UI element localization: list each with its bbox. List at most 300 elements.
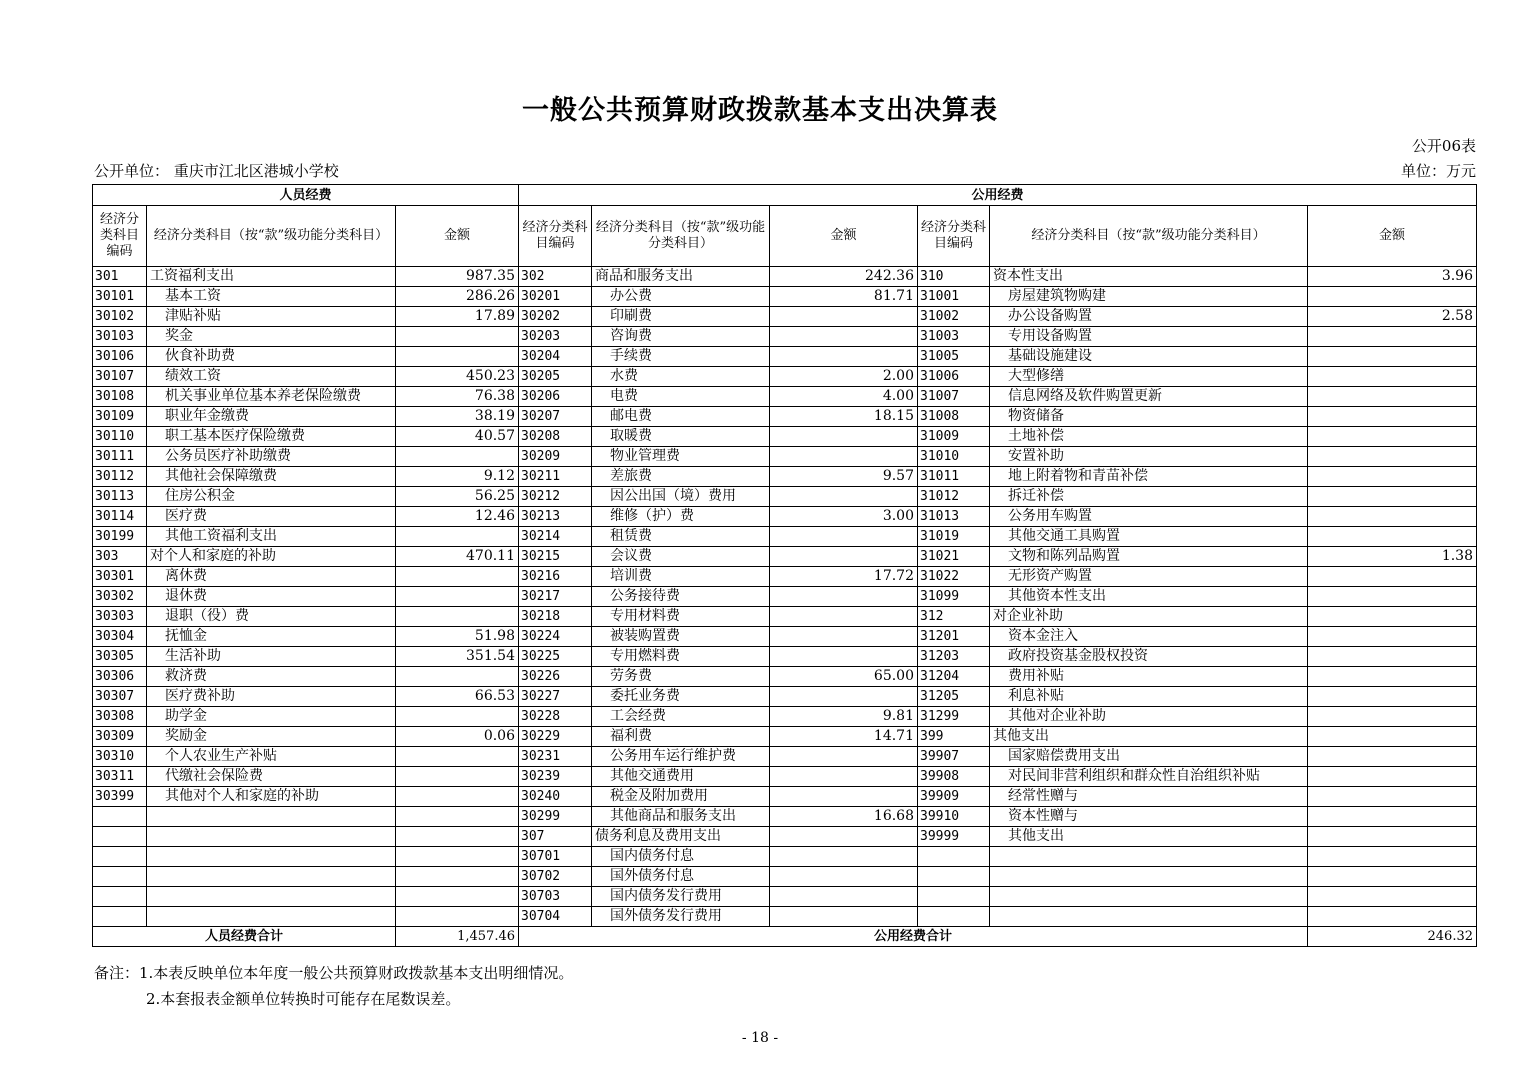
amount-cell bbox=[1308, 487, 1477, 507]
code-cell: 30199 bbox=[93, 527, 147, 547]
amount-cell: 16.68 bbox=[770, 807, 918, 827]
group-header-public: 公用经费 bbox=[519, 185, 1477, 206]
code-cell: 31203 bbox=[918, 647, 990, 667]
code-cell bbox=[93, 827, 147, 847]
code-cell: 31007 bbox=[918, 387, 990, 407]
code-cell: 307 bbox=[519, 827, 592, 847]
code-cell: 30299 bbox=[519, 807, 592, 827]
table-row bbox=[93, 267, 1477, 287]
item-name-cell: 差旅费 bbox=[592, 467, 770, 487]
table-body bbox=[93, 267, 1477, 927]
amount-cell bbox=[396, 567, 519, 587]
amount-cell bbox=[770, 647, 918, 667]
item-name-cell: 其他资本性支出 bbox=[990, 587, 1308, 607]
amount-cell: 14.71 bbox=[770, 727, 918, 747]
item-name-cell: 其他支出 bbox=[990, 827, 1308, 847]
item-name-cell: 其他社会保障缴费 bbox=[147, 467, 396, 487]
amount-cell: 2.00 bbox=[770, 367, 918, 387]
code-cell: 30224 bbox=[519, 627, 592, 647]
code-cell: 30212 bbox=[519, 487, 592, 507]
code-cell: 31012 bbox=[918, 487, 990, 507]
amount-cell bbox=[1308, 387, 1477, 407]
header-code: 经济分类科目编码 bbox=[918, 206, 990, 267]
item-name-cell: 工资福利支出 bbox=[147, 267, 396, 287]
amount-cell bbox=[396, 887, 519, 907]
item-name-cell: 离休费 bbox=[147, 567, 396, 587]
table-row bbox=[93, 747, 1477, 767]
item-name-cell: 其他支出 bbox=[990, 727, 1308, 747]
code-cell: 31010 bbox=[918, 447, 990, 467]
table-row bbox=[93, 807, 1477, 827]
table-row bbox=[93, 907, 1477, 927]
item-name-cell: 国外债务付息 bbox=[592, 867, 770, 887]
code-cell: 30229 bbox=[519, 727, 592, 747]
item-name-cell: 对个人和家庭的补助 bbox=[147, 547, 396, 567]
table-row bbox=[93, 687, 1477, 707]
code-cell bbox=[918, 887, 990, 907]
item-name-cell: 房屋建筑物购建 bbox=[990, 287, 1308, 307]
amount-cell bbox=[1308, 687, 1477, 707]
amount-cell bbox=[1308, 587, 1477, 607]
code-cell: 30106 bbox=[93, 347, 147, 367]
item-name-cell: 劳务费 bbox=[592, 667, 770, 687]
code-cell: 399 bbox=[918, 727, 990, 747]
item-name-cell: 租赁费 bbox=[592, 527, 770, 547]
amount-cell: 76.38 bbox=[396, 387, 519, 407]
header-amount: 金额 bbox=[1308, 206, 1477, 267]
item-name-cell bbox=[147, 807, 396, 827]
table-row bbox=[93, 287, 1477, 307]
amount-cell bbox=[396, 327, 519, 347]
code-cell bbox=[93, 867, 147, 887]
amount-cell bbox=[770, 887, 918, 907]
amount-cell bbox=[770, 447, 918, 467]
amount-cell bbox=[396, 867, 519, 887]
table-row bbox=[93, 367, 1477, 387]
code-cell: 30107 bbox=[93, 367, 147, 387]
item-name-cell: 公务接待费 bbox=[592, 587, 770, 607]
public-total-label: 公用经费合计 bbox=[519, 927, 1308, 947]
code-cell bbox=[918, 847, 990, 867]
amount-cell: 286.26 bbox=[396, 287, 519, 307]
item-name-cell: 其他交通工具购置 bbox=[990, 527, 1308, 547]
item-name-cell: 津贴补贴 bbox=[147, 307, 396, 327]
table-row bbox=[93, 607, 1477, 627]
item-name-cell: 大型修缮 bbox=[990, 367, 1308, 387]
item-name-cell: 公务用车购置 bbox=[990, 507, 1308, 527]
amount-cell: 66.53 bbox=[396, 687, 519, 707]
amount-cell bbox=[770, 607, 918, 627]
item-name-cell: 取暖费 bbox=[592, 427, 770, 447]
amount-cell bbox=[396, 527, 519, 547]
item-name-cell: 债务利息及费用支出 bbox=[592, 827, 770, 847]
code-cell: 30108 bbox=[93, 387, 147, 407]
amount-cell: 56.25 bbox=[396, 487, 519, 507]
item-name-cell bbox=[147, 867, 396, 887]
code-cell bbox=[93, 807, 147, 827]
header-amount: 金额 bbox=[770, 206, 918, 267]
amount-cell bbox=[770, 627, 918, 647]
amount-cell: 51.98 bbox=[396, 627, 519, 647]
expenditure-table bbox=[92, 184, 1477, 947]
code-cell: 31201 bbox=[918, 627, 990, 647]
amount-cell bbox=[770, 867, 918, 887]
item-name-cell: 工会经费 bbox=[592, 707, 770, 727]
code-cell: 30239 bbox=[519, 767, 592, 787]
item-name-cell: 因公出国（境）费用 bbox=[592, 487, 770, 507]
code-cell: 30702 bbox=[519, 867, 592, 887]
code-cell: 39907 bbox=[918, 747, 990, 767]
item-name-cell bbox=[990, 887, 1308, 907]
code-cell: 30111 bbox=[93, 447, 147, 467]
note-2: 2.本套报表金额单位转换时可能存在尾数误差。 bbox=[146, 990, 461, 1008]
item-name-cell: 印刷费 bbox=[592, 307, 770, 327]
code-cell: 30203 bbox=[519, 327, 592, 347]
amount-cell: 3.00 bbox=[770, 507, 918, 527]
item-name-cell: 专用燃料费 bbox=[592, 647, 770, 667]
item-name-cell: 政府投资基金股权投资 bbox=[990, 647, 1308, 667]
item-name-cell: 奖金 bbox=[147, 327, 396, 347]
amount-cell bbox=[396, 907, 519, 927]
amount-cell bbox=[396, 347, 519, 367]
code-cell: 30103 bbox=[93, 327, 147, 347]
item-name-cell: 安置补助 bbox=[990, 447, 1308, 467]
note-1: 备注：1.本表反映单位本年度一般公共预算财政拨款基本支出明细情况。 bbox=[94, 964, 574, 982]
header-name: 经济分类科目（按“款”级功能分类科目） bbox=[990, 206, 1308, 267]
amount-cell bbox=[770, 687, 918, 707]
item-name-cell: 拆迁补偿 bbox=[990, 487, 1308, 507]
code-cell: 30311 bbox=[93, 767, 147, 787]
code-cell: 39908 bbox=[918, 767, 990, 787]
amount-cell bbox=[1308, 347, 1477, 367]
item-name-cell bbox=[990, 847, 1308, 867]
group-header-personnel: 人员经费 bbox=[93, 185, 519, 206]
amount-cell bbox=[770, 827, 918, 847]
code-cell: 39999 bbox=[918, 827, 990, 847]
item-name-cell: 税金及附加费用 bbox=[592, 787, 770, 807]
item-name-cell: 国内债务付息 bbox=[592, 847, 770, 867]
table-row bbox=[93, 567, 1477, 587]
amount-cell: 12.46 bbox=[396, 507, 519, 527]
code-cell: 30112 bbox=[93, 467, 147, 487]
item-name-cell: 个人农业生产补贴 bbox=[147, 747, 396, 767]
item-name-cell: 公务员医疗补助缴费 bbox=[147, 447, 396, 467]
amount-cell bbox=[396, 587, 519, 607]
amount-cell: 242.36 bbox=[770, 267, 918, 287]
amount-cell bbox=[770, 427, 918, 447]
amount-cell bbox=[1308, 867, 1477, 887]
code-cell: 30209 bbox=[519, 447, 592, 467]
amount-cell bbox=[1308, 847, 1477, 867]
amount-cell: 17.72 bbox=[770, 567, 918, 587]
item-name-cell bbox=[147, 847, 396, 867]
amount-cell bbox=[1308, 567, 1477, 587]
item-name-cell: 被装购置费 bbox=[592, 627, 770, 647]
amount-cell: 81.71 bbox=[770, 287, 918, 307]
amount-cell bbox=[1308, 787, 1477, 807]
header-name: 经济分类科目（按“款”级功能分类科目） bbox=[592, 206, 770, 267]
amount-cell: 470.11 bbox=[396, 547, 519, 567]
code-cell: 31001 bbox=[918, 287, 990, 307]
amount-cell: 2.58 bbox=[1308, 307, 1477, 327]
amount-cell bbox=[770, 747, 918, 767]
code-cell bbox=[93, 847, 147, 867]
code-cell: 30201 bbox=[519, 287, 592, 307]
table-row bbox=[93, 767, 1477, 787]
item-name-cell: 专用材料费 bbox=[592, 607, 770, 627]
amount-cell bbox=[1308, 607, 1477, 627]
code-cell: 30206 bbox=[519, 387, 592, 407]
item-name-cell: 土地补偿 bbox=[990, 427, 1308, 447]
item-name-cell: 其他对企业补助 bbox=[990, 707, 1308, 727]
amount-cell bbox=[770, 307, 918, 327]
code-cell: 31006 bbox=[918, 367, 990, 387]
table-row bbox=[93, 887, 1477, 907]
code-cell: 31002 bbox=[918, 307, 990, 327]
item-name-cell: 对企业补助 bbox=[990, 607, 1308, 627]
code-cell: 30399 bbox=[93, 787, 147, 807]
amount-cell bbox=[1308, 287, 1477, 307]
amount-cell bbox=[770, 547, 918, 567]
table-row bbox=[93, 827, 1477, 847]
table-row bbox=[93, 647, 1477, 667]
item-name-cell: 信息网络及软件购置更新 bbox=[990, 387, 1308, 407]
code-cell: 30202 bbox=[519, 307, 592, 327]
code-cell: 30307 bbox=[93, 687, 147, 707]
item-name-cell: 伙食补助费 bbox=[147, 347, 396, 367]
code-cell: 30240 bbox=[519, 787, 592, 807]
amount-cell bbox=[1308, 707, 1477, 727]
amount-cell bbox=[770, 327, 918, 347]
item-name-cell: 资本性赠与 bbox=[990, 807, 1308, 827]
table-row bbox=[93, 547, 1477, 567]
code-cell: 39909 bbox=[918, 787, 990, 807]
amount-cell bbox=[396, 607, 519, 627]
header-name: 经济分类科目（按“款”级功能分类科目） bbox=[147, 206, 396, 267]
item-name-cell: 无形资产购置 bbox=[990, 567, 1308, 587]
amount-cell: 18.15 bbox=[770, 407, 918, 427]
code-cell: 312 bbox=[918, 607, 990, 627]
page-title: 一般公共预算财政拨款基本支出决算表 bbox=[522, 95, 998, 126]
money-unit: 单位：万元 bbox=[1400, 162, 1476, 180]
code-cell: 30226 bbox=[519, 667, 592, 687]
item-name-cell: 电费 bbox=[592, 387, 770, 407]
item-name-cell: 基础设施建设 bbox=[990, 347, 1308, 367]
table-row bbox=[93, 587, 1477, 607]
item-name-cell: 退休费 bbox=[147, 587, 396, 607]
item-name-cell: 其他工资福利支出 bbox=[147, 527, 396, 547]
amount-cell bbox=[1308, 807, 1477, 827]
amount-cell bbox=[396, 747, 519, 767]
code-cell: 30305 bbox=[93, 647, 147, 667]
code-cell: 30306 bbox=[93, 667, 147, 687]
amount-cell bbox=[1308, 447, 1477, 467]
table-row bbox=[93, 387, 1477, 407]
amount-cell bbox=[1308, 667, 1477, 687]
code-cell: 39910 bbox=[918, 807, 990, 827]
code-cell: 30114 bbox=[93, 507, 147, 527]
item-name-cell: 退职（役）费 bbox=[147, 607, 396, 627]
item-name-cell: 物资储备 bbox=[990, 407, 1308, 427]
item-name-cell: 住房公积金 bbox=[147, 487, 396, 507]
amount-cell bbox=[1308, 407, 1477, 427]
code-cell: 30308 bbox=[93, 707, 147, 727]
table-row bbox=[93, 467, 1477, 487]
code-cell: 31008 bbox=[918, 407, 990, 427]
item-name-cell: 地上附着物和青苗补偿 bbox=[990, 467, 1308, 487]
code-cell: 30228 bbox=[519, 707, 592, 727]
code-cell: 30215 bbox=[519, 547, 592, 567]
code-cell: 31299 bbox=[918, 707, 990, 727]
header-code: 经济分类科目编码 bbox=[519, 206, 592, 267]
item-name-cell: 国内债务发行费用 bbox=[592, 887, 770, 907]
item-name-cell: 培训费 bbox=[592, 567, 770, 587]
notes bbox=[94, 960, 573, 1012]
item-name-cell: 对民间非营利组织和群众性自治组织补贴 bbox=[990, 767, 1308, 787]
totals-row bbox=[93, 927, 1477, 947]
code-cell: 31205 bbox=[918, 687, 990, 707]
page-number: - 18 - bbox=[741, 1030, 779, 1046]
code-cell: 31011 bbox=[918, 467, 990, 487]
item-name-cell: 资本金注入 bbox=[990, 627, 1308, 647]
code-cell: 30302 bbox=[93, 587, 147, 607]
table-row bbox=[93, 487, 1477, 507]
reporting-unit: 公开单位： 重庆市江北区港城小学校 bbox=[94, 162, 339, 180]
code-cell: 30205 bbox=[519, 367, 592, 387]
code-cell: 30110 bbox=[93, 427, 147, 447]
item-name-cell bbox=[147, 827, 396, 847]
item-name-cell: 福利费 bbox=[592, 727, 770, 747]
item-name-cell: 代缴社会保险费 bbox=[147, 767, 396, 787]
code-cell: 31204 bbox=[918, 667, 990, 687]
item-name-cell: 职工基本医疗保险缴费 bbox=[147, 427, 396, 447]
item-name-cell: 利息补贴 bbox=[990, 687, 1308, 707]
code-cell: 30217 bbox=[519, 587, 592, 607]
amount-cell bbox=[396, 667, 519, 687]
table-row bbox=[93, 707, 1477, 727]
item-name-cell bbox=[147, 887, 396, 907]
amount-cell bbox=[396, 447, 519, 467]
amount-cell bbox=[770, 587, 918, 607]
code-cell: 30309 bbox=[93, 727, 147, 747]
code-cell: 30310 bbox=[93, 747, 147, 767]
form-number: 公开06表 bbox=[1411, 137, 1476, 155]
table-row bbox=[93, 427, 1477, 447]
amount-cell bbox=[1308, 907, 1477, 927]
item-name-cell bbox=[990, 867, 1308, 887]
code-cell: 31021 bbox=[918, 547, 990, 567]
item-name-cell: 职业年金缴费 bbox=[147, 407, 396, 427]
item-name-cell: 其他商品和服务支出 bbox=[592, 807, 770, 827]
code-cell: 310 bbox=[918, 267, 990, 287]
table-row bbox=[93, 507, 1477, 527]
code-cell: 30216 bbox=[519, 567, 592, 587]
public-total-amount: 246.32 bbox=[1308, 927, 1477, 947]
amount-cell bbox=[1308, 327, 1477, 347]
item-name-cell: 会议费 bbox=[592, 547, 770, 567]
code-cell bbox=[918, 907, 990, 927]
table-row bbox=[93, 847, 1477, 867]
amount-cell: 450.23 bbox=[396, 367, 519, 387]
table-row bbox=[93, 347, 1477, 367]
code-cell: 30304 bbox=[93, 627, 147, 647]
code-cell: 30208 bbox=[519, 427, 592, 447]
amount-cell: 17.89 bbox=[396, 307, 519, 327]
amount-cell: 38.19 bbox=[396, 407, 519, 427]
amount-cell bbox=[396, 767, 519, 787]
table-row bbox=[93, 407, 1477, 427]
item-name-cell: 生活补助 bbox=[147, 647, 396, 667]
amount-cell: 987.35 bbox=[396, 267, 519, 287]
item-name-cell: 经常性赠与 bbox=[990, 787, 1308, 807]
header-code: 经济分类科目编码 bbox=[93, 206, 147, 267]
table-row bbox=[93, 627, 1477, 647]
table-row bbox=[93, 867, 1477, 887]
amount-cell bbox=[1308, 827, 1477, 847]
code-cell: 30301 bbox=[93, 567, 147, 587]
item-name-cell bbox=[147, 907, 396, 927]
amount-cell bbox=[1308, 727, 1477, 747]
amount-cell bbox=[1308, 747, 1477, 767]
code-cell: 30102 bbox=[93, 307, 147, 327]
code-cell: 30225 bbox=[519, 647, 592, 667]
code-cell: 30701 bbox=[519, 847, 592, 867]
amount-cell bbox=[1308, 627, 1477, 647]
table-row bbox=[93, 307, 1477, 327]
amount-cell: 3.96 bbox=[1308, 267, 1477, 287]
amount-cell bbox=[396, 827, 519, 847]
item-name-cell: 国外债务发行费用 bbox=[592, 907, 770, 927]
item-name-cell: 手续费 bbox=[592, 347, 770, 367]
code-cell: 30101 bbox=[93, 287, 147, 307]
amount-cell bbox=[770, 767, 918, 787]
item-name-cell: 物业管理费 bbox=[592, 447, 770, 467]
item-name-cell: 委托业务费 bbox=[592, 687, 770, 707]
item-name-cell: 机关事业单位基本养老保险缴费 bbox=[147, 387, 396, 407]
item-name-cell: 奖励金 bbox=[147, 727, 396, 747]
amount-cell bbox=[1308, 367, 1477, 387]
item-name-cell: 维修（护）费 bbox=[592, 507, 770, 527]
code-cell: 303 bbox=[93, 547, 147, 567]
amount-cell: 4.00 bbox=[770, 387, 918, 407]
code-cell: 31019 bbox=[918, 527, 990, 547]
table-row bbox=[93, 727, 1477, 747]
header-amount: 金额 bbox=[396, 206, 519, 267]
table-row bbox=[93, 327, 1477, 347]
amount-cell bbox=[1308, 427, 1477, 447]
item-name-cell: 国家赔偿费用支出 bbox=[990, 747, 1308, 767]
amount-cell: 9.57 bbox=[770, 467, 918, 487]
amount-cell bbox=[1308, 467, 1477, 487]
code-cell: 301 bbox=[93, 267, 147, 287]
code-cell: 30204 bbox=[519, 347, 592, 367]
amount-cell bbox=[1308, 507, 1477, 527]
item-name-cell: 助学金 bbox=[147, 707, 396, 727]
amount-cell bbox=[770, 847, 918, 867]
code-cell: 30214 bbox=[519, 527, 592, 547]
amount-cell: 9.12 bbox=[396, 467, 519, 487]
code-cell: 31003 bbox=[918, 327, 990, 347]
code-cell: 30303 bbox=[93, 607, 147, 627]
item-name-cell: 水费 bbox=[592, 367, 770, 387]
code-cell: 30213 bbox=[519, 507, 592, 527]
table-row bbox=[93, 527, 1477, 547]
item-name-cell: 文物和陈列品购置 bbox=[990, 547, 1308, 567]
item-name-cell: 咨询费 bbox=[592, 327, 770, 347]
amount-cell bbox=[770, 527, 918, 547]
amount-cell bbox=[396, 707, 519, 727]
code-cell: 30218 bbox=[519, 607, 592, 627]
